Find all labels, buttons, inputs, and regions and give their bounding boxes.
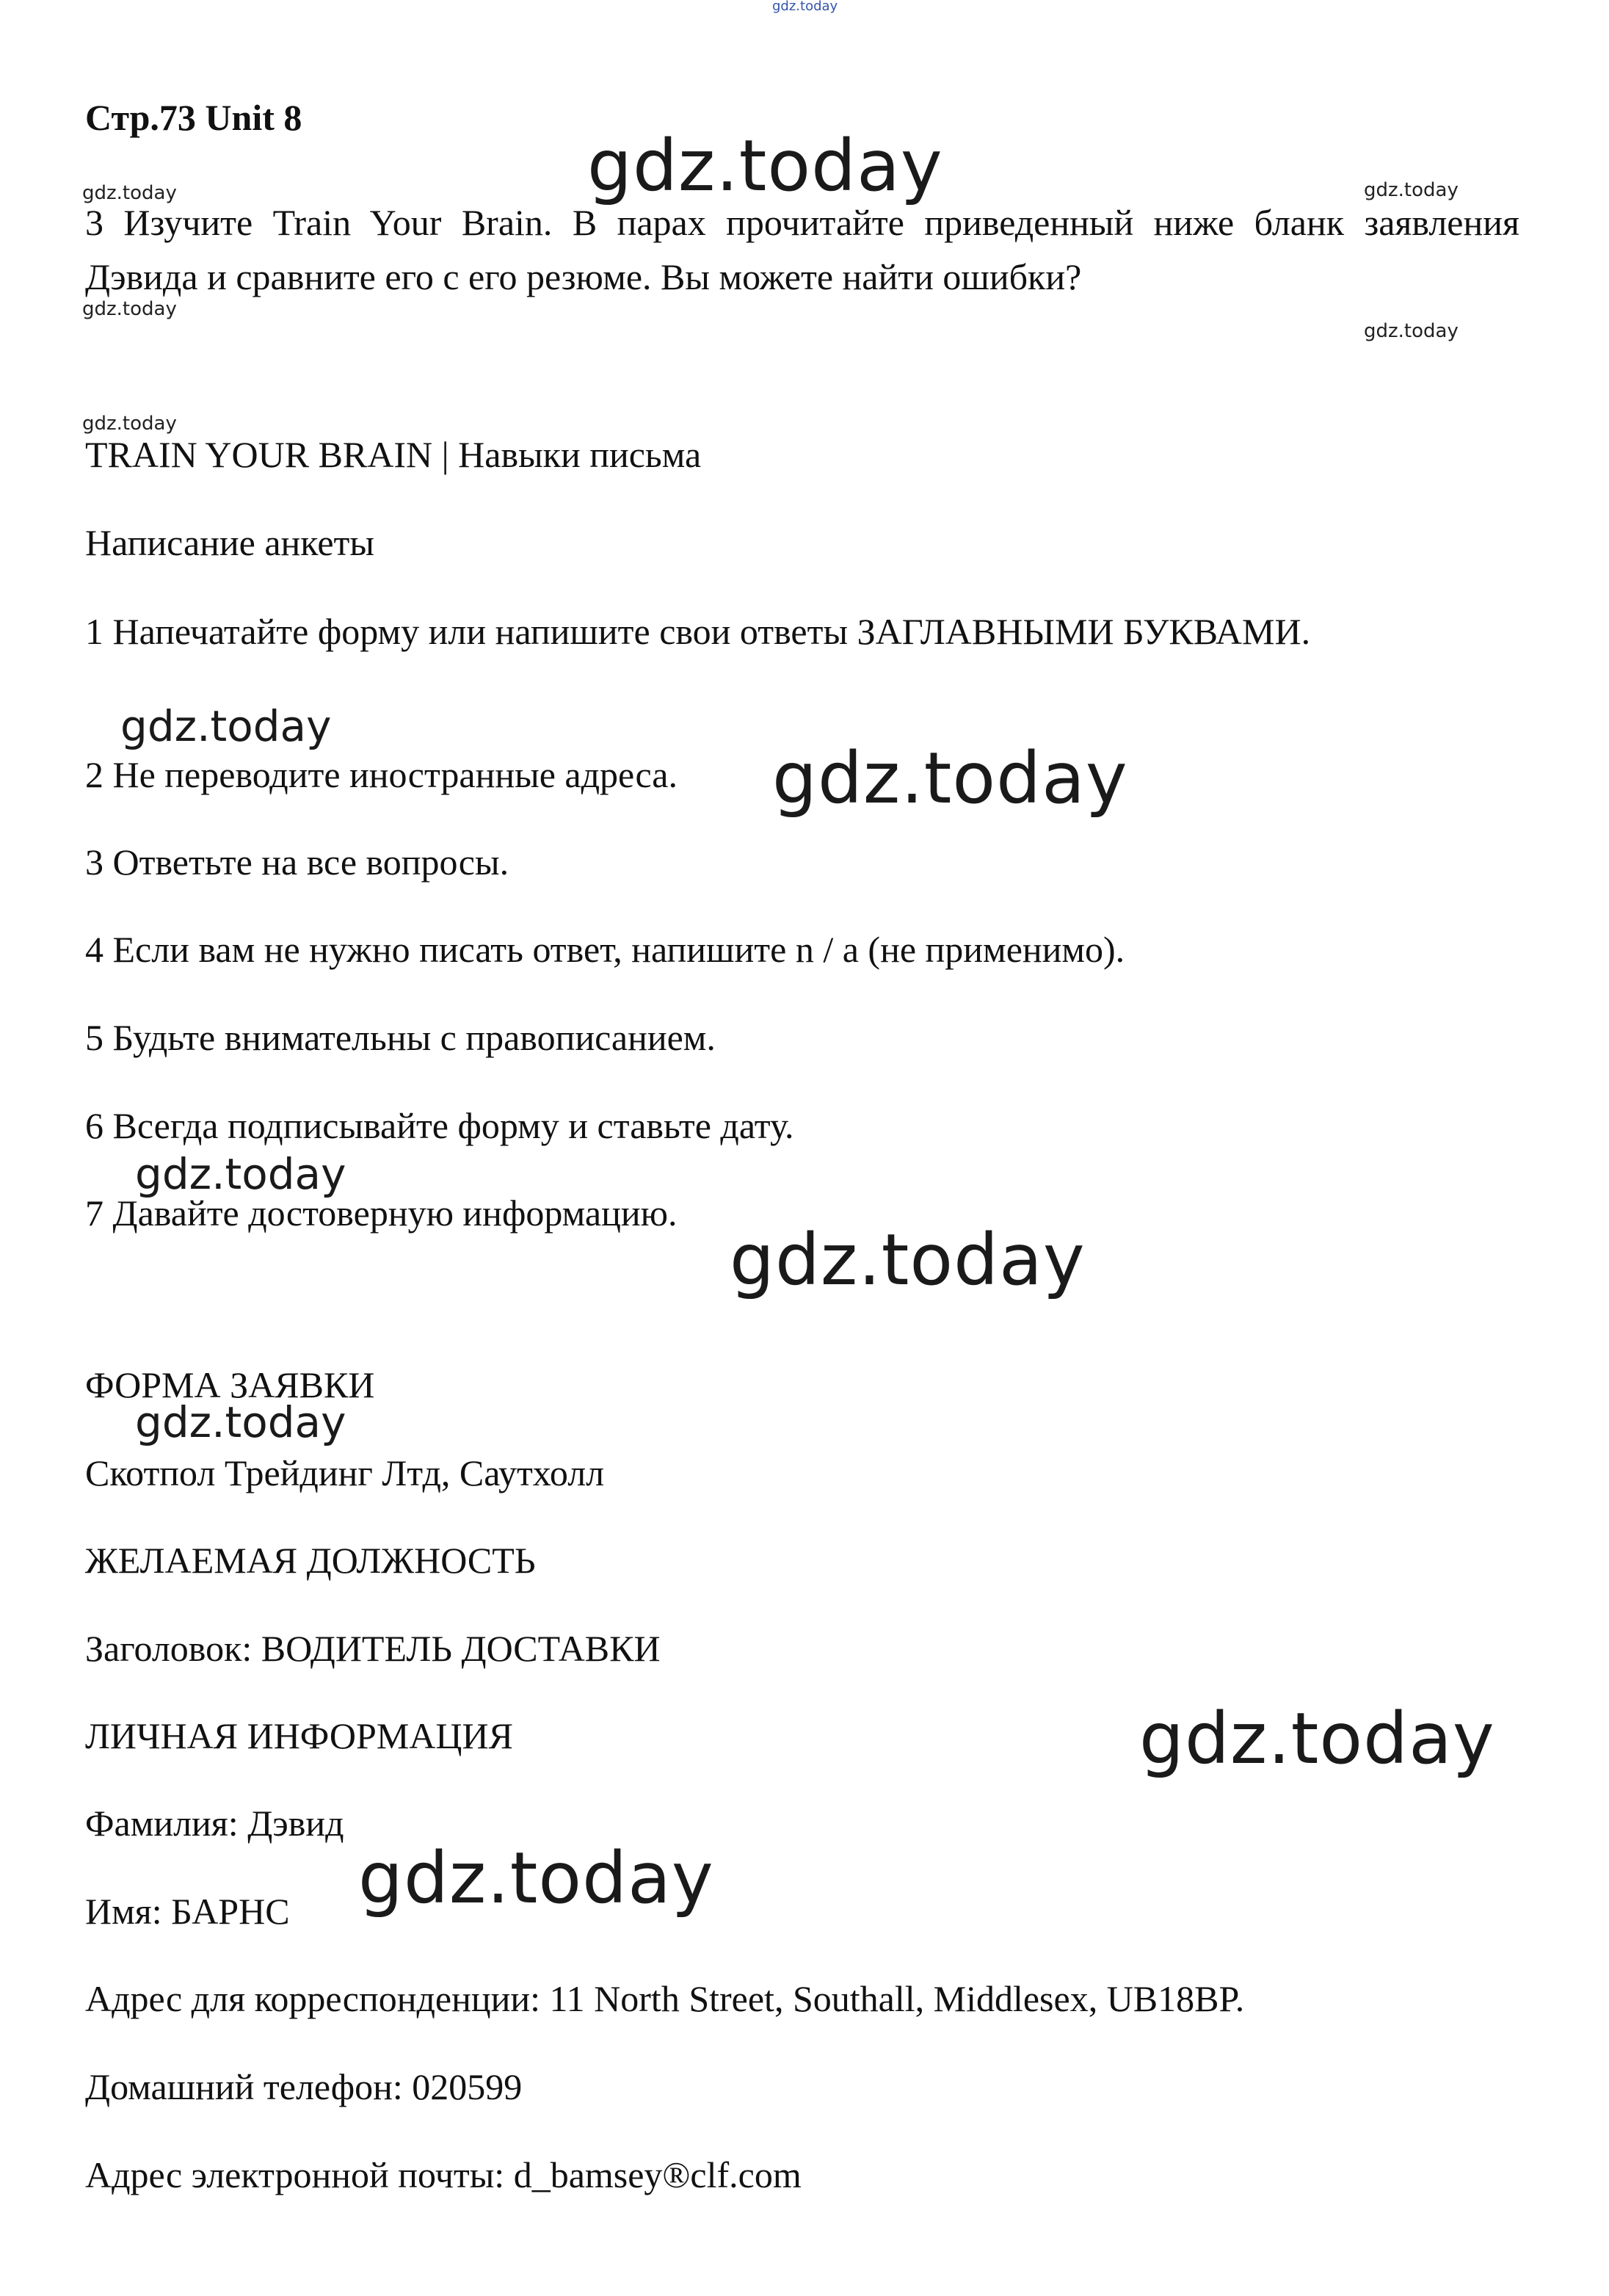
watermark: gdz.today — [82, 413, 177, 435]
train-your-brain-subtitle: Написание анкеты — [85, 522, 374, 563]
tip-item-3: 3 Ответьте на все вопросы. — [85, 841, 509, 883]
tip-item-4: 4 Если вам не нужно писать ответ, напишите n / a (не применимо). — [85, 929, 1125, 970]
watermark: gdz.today — [1364, 320, 1459, 342]
page-title: Стр.73 Unit 8 — [85, 97, 302, 138]
watermark: gdz.today — [730, 1219, 1086, 1301]
form-company: Скотпол Трейдинг Лтд, Саутхолл — [85, 1452, 605, 1493]
watermark: gdz.today — [1139, 1698, 1495, 1780]
watermark: gdz.today — [1364, 179, 1459, 201]
train-your-brain-title: TRAIN YOUR BRAIN | Навыки письма — [85, 434, 702, 475]
form-surname: Фамилия: Дэвид — [85, 1803, 344, 1844]
watermark: gdz.today — [82, 182, 177, 204]
form-email: Адрес электронной почты: d_bamsey®clf.com — [85, 2154, 802, 2195]
task-instruction: 3 Изучите Train Your Brain. В парах прочитайте приведенный ниже бланк заявления Дэвида и сравните его с его резюме. Вы можете найти ошибки? — [85, 202, 1519, 297]
watermark: gdz.today — [135, 1397, 346, 1447]
form-personal-heading: ЛИЧНАЯ ИНФОРМАЦИЯ — [85, 1715, 513, 1756]
tip-item-1: 1 Напечатайте форму или напишите свои ответы ЗАГЛАВНЫМИ БУКВАМИ. — [85, 611, 1311, 652]
form-position: Заголовок: ВОДИТЕЛЬ ДОСТАВКИ — [85, 1628, 661, 1669]
tip-item-2: 2 Не переводите иностранные адреса. — [85, 754, 678, 795]
watermark: gdz.today — [587, 125, 943, 207]
watermark: gdz.today — [120, 701, 332, 751]
watermark: gdz.today — [135, 1149, 346, 1199]
watermark: gdz.today — [82, 298, 177, 320]
watermark: gdz.today — [772, 0, 838, 14]
tip-item-7: 7 Давайте достоверную информацию. — [85, 1192, 678, 1234]
form-position-heading: ЖЕЛАЕМАЯ ДОЛЖНОСТЬ — [85, 1540, 536, 1581]
watermark: gdz.today — [772, 737, 1128, 819]
form-title: ФОРМА ЗАЯВКИ — [85, 1364, 375, 1405]
tip-item-6: 6 Всегда подписывайте форму и ставьте дату. — [85, 1105, 794, 1146]
form-phone: Домашний телефон: 020599 — [85, 2066, 523, 2107]
watermark: gdz.today — [358, 1837, 714, 1919]
tip-item-5: 5 Будьте внимательны с правописанием. — [85, 1017, 716, 1058]
form-first-name: Имя: БАРНС — [85, 1891, 290, 1932]
form-address: Адрес для корреспонденции: 11 North Street, Southall, Middlesex, UB18BP. — [85, 1978, 1245, 2019]
